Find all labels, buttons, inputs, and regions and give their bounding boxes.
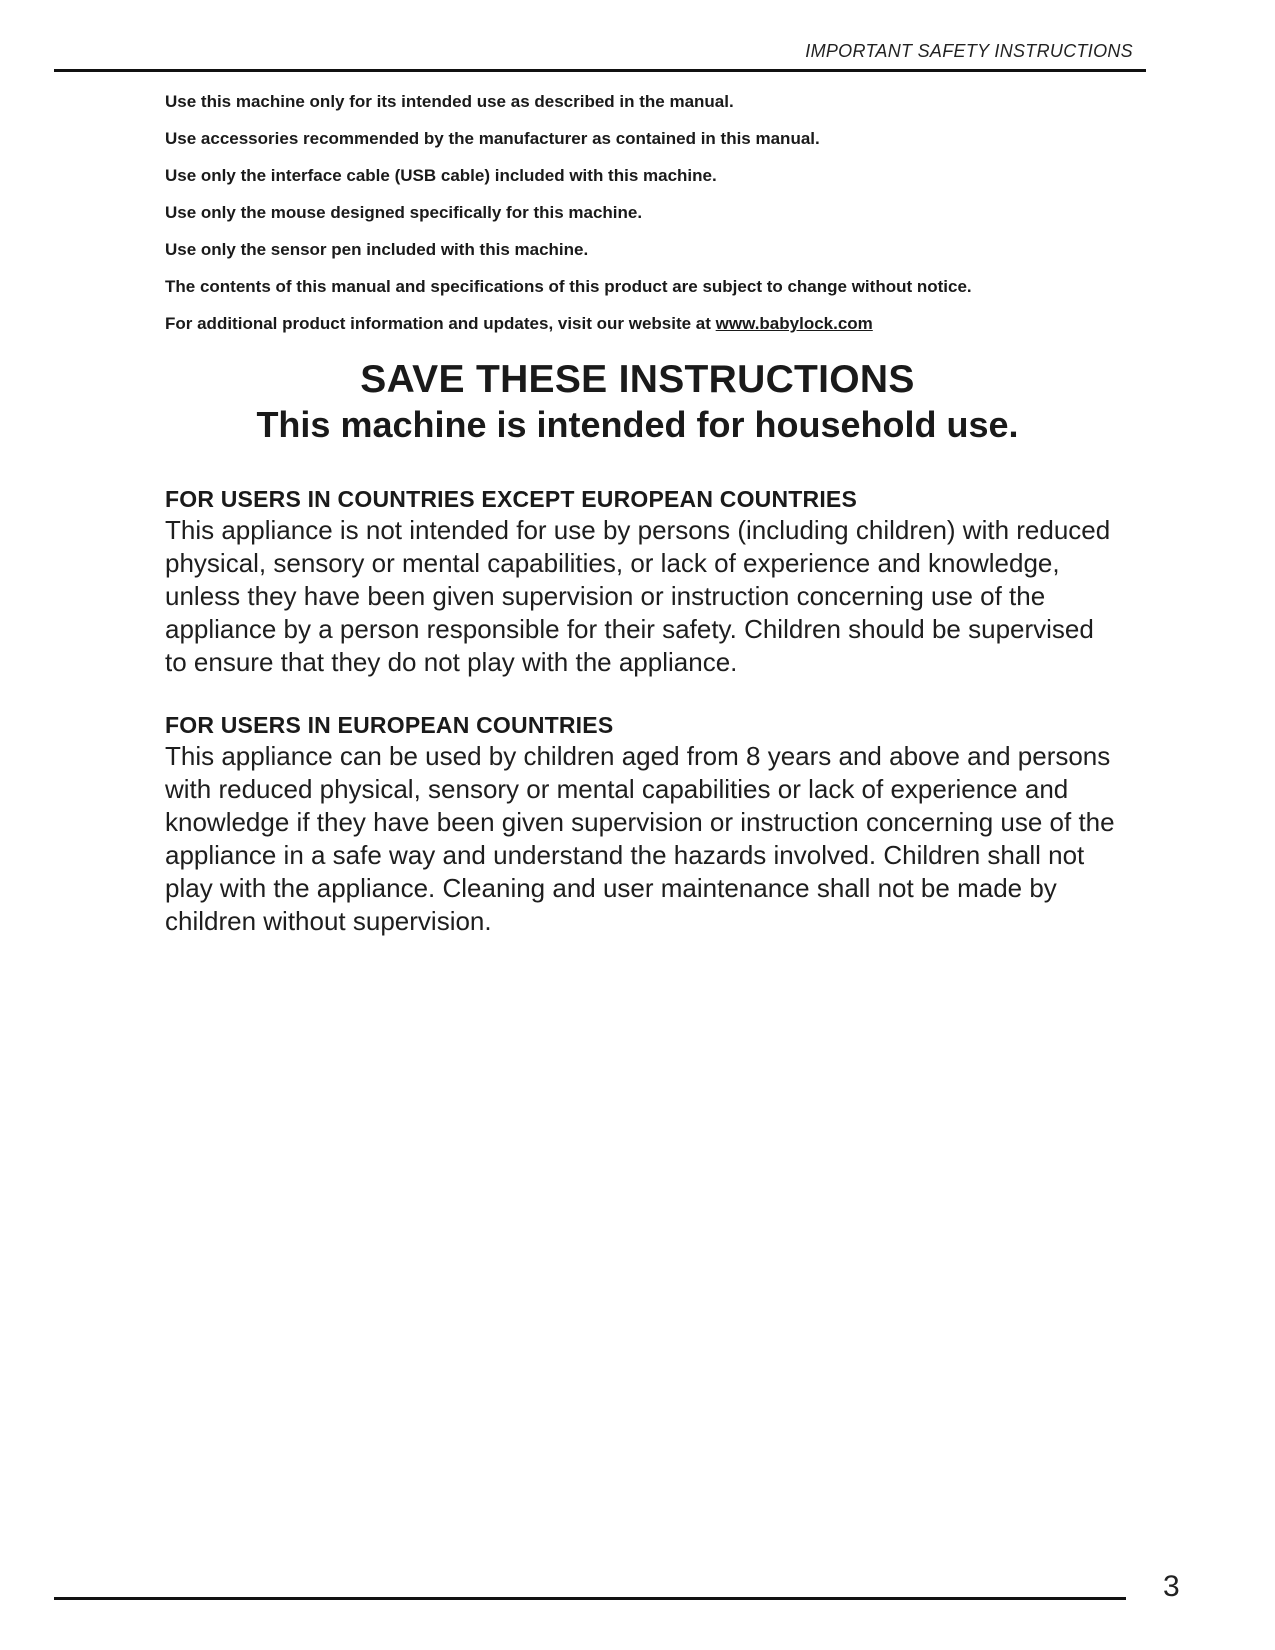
page-number: 3 [1163, 1570, 1180, 1603]
body-line: appliance in a safe way and understand the hazards involved. Children shall not [165, 840, 1085, 870]
body-line: This appliance is not intended for use by persons (including children) with reduced [165, 515, 1111, 545]
usage-notes [165, 92, 1125, 351]
save-instructions-block [0, 357, 1275, 447]
section-heading: FOR USERS IN COUNTRIES EXCEPT EUROPEAN COUNTRIES [165, 486, 858, 512]
body-line: physical, sensory or mental capabilities, or lack of experience and knowledge, [165, 548, 1060, 578]
section-body [165, 514, 1145, 679]
body-line: with reduced physical, sensory or mental capabilities or lack of experience and [165, 774, 1069, 804]
note-mouse: Use only the mouse designed specifically for this machine. [165, 203, 643, 222]
website-link[interactable]: www.babylock.com [715, 314, 873, 333]
household-use-subtitle: This machine is intended for household use. [256, 404, 1019, 445]
section-non-european [165, 484, 1145, 679]
note-website [165, 314, 1125, 334]
website-note-text: For additional product information and updates, visit our website at [165, 314, 716, 333]
save-instructions-title: SAVE THESE INSTRUCTIONS [360, 358, 915, 401]
body-line: This appliance can be used by children aged from 8 years and above and persons [165, 741, 1111, 771]
note-specifications: The contents of this manual and specifications of this product are subject to change without notice. [165, 277, 972, 296]
body-line: unless they have been given supervision or instruction concerning use of the [165, 581, 1046, 611]
note-sensor-pen: Use only the sensor pen included with this machine. [165, 240, 589, 259]
body-line: to ensure that they do not play with the appliance. [165, 647, 738, 677]
note-intended-use: Use this machine only for its intended use as described in the manual. [165, 92, 734, 111]
body-line: play with the appliance. Cleaning and user maintenance shall not be made by [165, 873, 1057, 903]
footer-divider [54, 1597, 1126, 1600]
section-european [165, 710, 1145, 938]
section-heading: FOR USERS IN EUROPEAN COUNTRIES [165, 712, 614, 738]
body-line: knowledge if they have been given supervision or instruction concerning use of the [165, 807, 1115, 837]
body-line: children without supervision. [165, 906, 492, 936]
running-header: IMPORTANT SAFETY INSTRUCTIONS [805, 41, 1133, 61]
section-body [165, 740, 1145, 938]
note-usb-cable: Use only the interface cable (USB cable) included with this machine. [165, 166, 717, 185]
body-line: appliance by a person responsible for their safety. Children should be supervised [165, 614, 1094, 644]
note-accessories: Use accessories recommended by the manufacturer as contained in this manual. [165, 129, 820, 148]
header-divider [54, 69, 1146, 72]
